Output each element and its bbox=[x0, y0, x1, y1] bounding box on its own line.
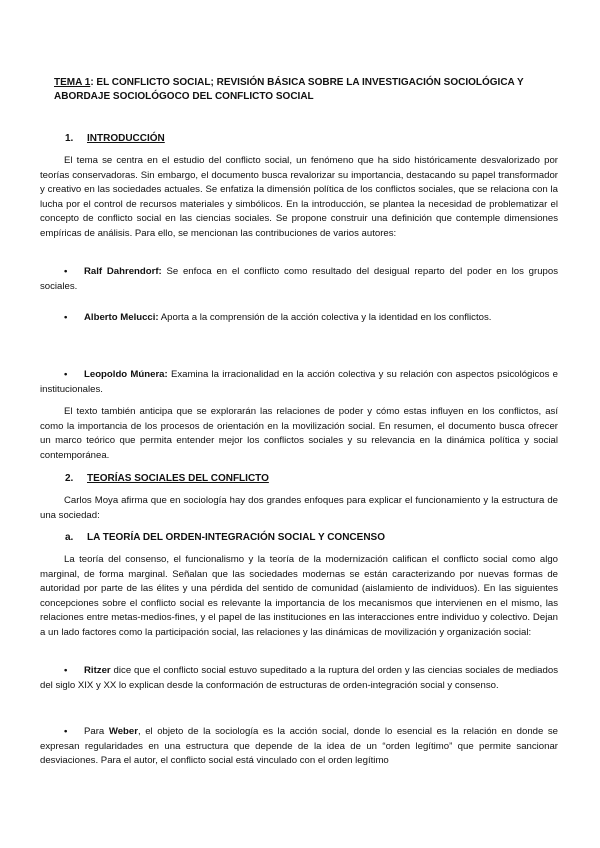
bullet-melucci bbox=[40, 311, 558, 326]
section-title: TEORÍAS SOCIALES DEL CONFLICTO bbox=[87, 473, 269, 484]
bullet-text: Se enfoca en el conflicto como resultado del desigual reparto del poder en los grupos sociales. bbox=[40, 266, 558, 292]
bullet-pre: Para bbox=[84, 726, 109, 737]
bullet-text: Examina la irracionalidad en la acción colectiva y su relación con aspectos psicológicos e institucionales. bbox=[40, 369, 559, 395]
bullet-icon: • bbox=[64, 665, 68, 676]
intro-paragraph: El tema se centra en el estudio del conflicto social, un fenómeno que ha sido históricamente desvalorizado por teorías conservadoras. Sin embargo, el documento busca revalorizar su importancia, destacando su papel transformador y creativo en las sociedades actuales. Se enfatiza la dimensión política de los conflictos sociales, que se relaciona con la lucha por el control de recursos materiales y simbólicos. En la introducción, se plantea la necesidad de problematizar el concepto de conflicto social en las ciencias sociales. Se propone construir una definición que contemple dimensiones empíricas de análisis. Para ello, se mencionan las contribuciones de varios autores: bbox=[40, 155, 558, 239]
author-name: Ralf Dahrendorf: bbox=[84, 266, 162, 277]
bullet-icon: • bbox=[64, 266, 68, 277]
bullet-icon: • bbox=[64, 312, 68, 323]
document-title bbox=[54, 76, 554, 104]
section-number: a. bbox=[65, 532, 74, 543]
consenso-paragraph: La teoría del consenso, el funcionalismo y la teoría de la modernización califican el conflicto social como algo marginal, de forma marginal. Señalan que las sociedades modernas se están caracterizando por nuevas formas de autoridad por parte de las élites y una pérdida del sentido de comunidad (aislamiento de individuos). En las siguientes concepciones sobre el conflicto social es relevante la importancia de los mecanismos que intervienen en el mismo, las relaciones entre metas-medios-fines, y el papel de las instituciones en las interacciones entre individuo y colectivo. Dejan a un lado factores como la participación social, las relaciones y las dinámicas de movilización y organización social: bbox=[40, 554, 558, 638]
tema-label: TEMA 1 bbox=[54, 77, 91, 88]
moya-paragraph: Carlos Moya afirma que en sociología hay dos grandes enfoques para explicar el funcionamiento y la estructura de una sociedad: bbox=[40, 495, 558, 521]
title-text: : EL CONFLICTO SOCIAL; REVISIÓN BÁSICA SOBRE LA INVESTIGACIÓN SOCIOLÓGICA Y ABORDAJE SOCIOLÓGOCO DEL CONFLICTO SOCIAL bbox=[54, 77, 524, 102]
bullet-icon: • bbox=[64, 726, 68, 737]
bullet-icon: • bbox=[64, 369, 68, 380]
author-name: Weber bbox=[108, 726, 138, 737]
author-name: Ritzer bbox=[84, 665, 111, 676]
bullet-text: Aporta a la comprensión de la acción colectiva y la identidad en los conflictos. bbox=[158, 312, 492, 323]
bullet-weber bbox=[40, 725, 558, 769]
anticipa-paragraph: El texto también anticipa que se explorarán las relaciones de poder y cómo estas influyen en los conflictos, así como la importancia de los procesos de orientación en la movilización social. En resumen, el documento busca ofrecer un marco teórico que permita entender mejor los conflictos sociales y su relevancia en la dinámica política y social contemporánea. bbox=[40, 406, 558, 461]
bullet-dahrendorf bbox=[40, 265, 558, 294]
bullet-ritzer bbox=[40, 664, 558, 693]
bullet-text: , el objeto de la sociología es la acción social, donde lo esencial es la relación en donde se expresan regularidades en una estructura que depende de la idea de un “orden legítimo” que permite sancionar desviaciones. Para el autor, el conflicto social está vinculado con el orden legítimo bbox=[40, 726, 559, 767]
bullet-munera bbox=[40, 368, 558, 397]
subsection-heading-orden bbox=[65, 532, 385, 543]
section-title: LA TEORÍA DEL ORDEN-INTEGRACIÓN SOCIAL Y CONCENSO bbox=[87, 532, 385, 543]
section-heading-teorias bbox=[65, 473, 269, 484]
section-title: INTRODUCCIÓN bbox=[87, 133, 165, 144]
section-number: 2. bbox=[65, 473, 74, 484]
author-name: Alberto Melucci: bbox=[84, 312, 159, 323]
section-number: 1. bbox=[65, 133, 74, 144]
author-name: Leopoldo Múnera: bbox=[84, 369, 168, 380]
bullet-text: dice que el conflicto social estuvo supeditado a la ruptura del orden y las ciencias sociales de mediados del siglo XIX y XX lo explican desde la conformación de estructuras de orden-integración social y consenso. bbox=[40, 665, 558, 691]
section-heading-introduccion bbox=[65, 133, 165, 144]
